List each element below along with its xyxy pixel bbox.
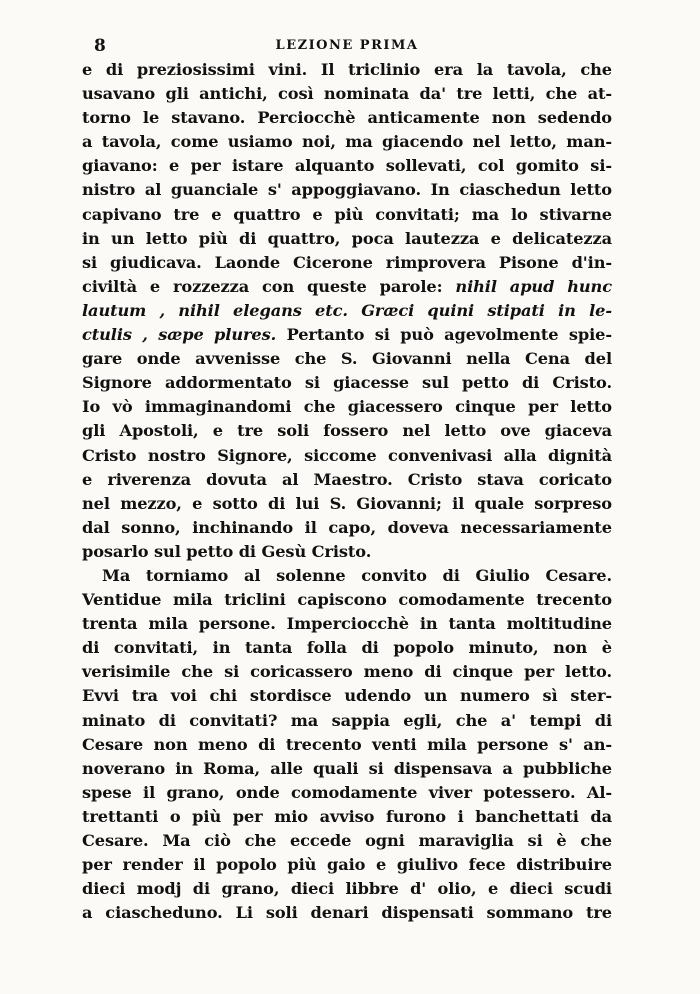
text-segment: civiltà e rozzezza con queste parole: — [82, 276, 456, 296]
text-line — [82, 636, 612, 660]
text-line — [82, 781, 612, 805]
text-line — [82, 227, 612, 251]
text-segment: giavano: e per istare alquanto sollevati, col gomito si- — [82, 156, 612, 176]
text-segment: verisimile che si coricassero meno di cinque per letto. — [82, 662, 612, 682]
text-line — [82, 733, 612, 757]
page-header — [82, 34, 612, 58]
text-segment: dieci modj di grano, dieci libbre d' olio, e dieci scudi — [82, 879, 612, 899]
text-line — [82, 805, 612, 829]
text-line — [82, 444, 612, 468]
text-segment: Cesare. Ma ciò che eccede ogni maraviglia si è che — [82, 831, 612, 850]
text-segment: torno le stavano. Perciocchè anticamente non sedendo — [82, 108, 612, 128]
latin-quote-segment: ctulis , sæpe plures. — [82, 325, 277, 345]
text-segment: per render il popolo più gaio e giulivo fece distribuire — [82, 855, 612, 875]
text-segment: Ma torniamo al solenne convito di Giulio Cesare. — [102, 565, 612, 585]
text-segment: posarlo sul petto di Gesù Cristo. — [82, 541, 372, 561]
text-line — [82, 371, 612, 395]
text-line — [82, 82, 612, 106]
latin-quote-segment: nihil apud hunc — [455, 276, 612, 296]
text-segment: Pertanto si può agevolmente spie- — [276, 325, 612, 345]
paragraph — [82, 564, 612, 925]
text-line — [82, 540, 612, 564]
text-segment: Ventidue mila triclini capiscono comodamente trecento — [82, 590, 612, 610]
text-segment: nel mezzo, e sotto di lui S. Giovanni; il quale sorpreso — [82, 493, 612, 513]
text-segment: si giudicava. Laonde Cicerone rimprovera Pisone d'in- — [82, 252, 612, 272]
text-line — [82, 901, 612, 925]
text-segment: Cristo nostro Signore, siccome convenivasi alla dignità — [82, 445, 612, 465]
text-line — [82, 877, 612, 901]
text-segment: trenta mila persone. Imperciocchè in tanta moltitudine — [82, 614, 612, 634]
text-line — [82, 203, 612, 227]
text-line — [82, 106, 612, 130]
text-line — [82, 251, 612, 275]
text-line — [82, 516, 612, 540]
text-segment: trettanti o più per mio avviso furono i banchettati da — [82, 806, 612, 826]
text-line — [82, 323, 612, 347]
text-segment: e riverenza dovuta al Maestro. Cristo stava coricato — [82, 469, 612, 489]
paragraph — [82, 58, 612, 564]
text-line — [82, 612, 612, 636]
text-line — [82, 419, 612, 443]
text-segment: nistro al guanciale s' appoggiavano. In ciaschedun letto — [82, 180, 612, 200]
text-line — [82, 299, 612, 323]
text-segment: Signore addormentato si giacesse sul petto di Cristo. — [82, 373, 612, 393]
text-line — [82, 853, 612, 877]
text-segment: spese il grano, onde comodamente viver potessero. Al- — [82, 782, 612, 802]
text-line — [82, 564, 612, 588]
text-line — [82, 275, 612, 299]
page-number: 8 — [94, 36, 106, 56]
text-segment: usavano gli antichi, così nominata da' tre letti, che at- — [82, 84, 612, 104]
text-segment: dal sonno, inchinando il capo, doveva necessariamente — [82, 517, 612, 537]
book-page — [82, 34, 612, 925]
text-line — [82, 492, 612, 516]
running-title: LEZIONE PRIMA — [275, 38, 419, 53]
text-line — [82, 588, 612, 612]
text-segment: minato di convitati? ma sappia egli, che a' tempi di — [82, 710, 612, 730]
text-segment: Cesare non meno di trecento venti mila persone s' an- — [82, 734, 612, 754]
text-segment: in un letto più di quattro, poca lautezza e delicatezza — [82, 228, 612, 248]
text-line — [82, 347, 612, 371]
text-line — [82, 660, 612, 684]
text-segment: e di preziosissimi vini. Il triclinio era la tavola, che — [82, 60, 612, 79]
text-line — [82, 130, 612, 154]
text-segment: gli Apostoli, e tre soli fossero nel letto ove giaceva — [82, 421, 612, 441]
text-segment: gare onde avvenisse che S. Giovanni nella Cena del — [82, 349, 612, 369]
text-line — [82, 468, 612, 492]
text-segment: a ciascheduno. Li soli denari dispensati sommano tre — [82, 903, 612, 923]
text-line — [82, 684, 612, 708]
text-segment: Io vò immaginandomi che giacessero cinque per letto — [82, 397, 612, 417]
text-segment: Evvi tra voi chi stordisce udendo un numero sì ster- — [82, 686, 612, 706]
text-line — [82, 178, 612, 202]
text-segment: noverano in Roma, alle quali si dispensava a pubbliche — [82, 758, 612, 778]
text-segment: a tavola, come usiamo noi, ma giacendo nel letto, man- — [82, 132, 612, 152]
text-segment: capivano tre e quattro e più convitati; ma lo stivarne — [82, 204, 612, 224]
text-line — [82, 154, 612, 178]
text-line — [82, 58, 612, 82]
text-line — [82, 829, 612, 853]
body-text — [82, 58, 612, 925]
text-line — [82, 757, 612, 781]
text-segment: di convitati, in tanta folla di popolo minuto, non è — [82, 638, 612, 658]
text-line — [82, 709, 612, 733]
latin-quote-segment: lautum , nihil elegans etc. Græci quini stipati in le- — [82, 300, 612, 320]
text-line — [82, 395, 612, 419]
